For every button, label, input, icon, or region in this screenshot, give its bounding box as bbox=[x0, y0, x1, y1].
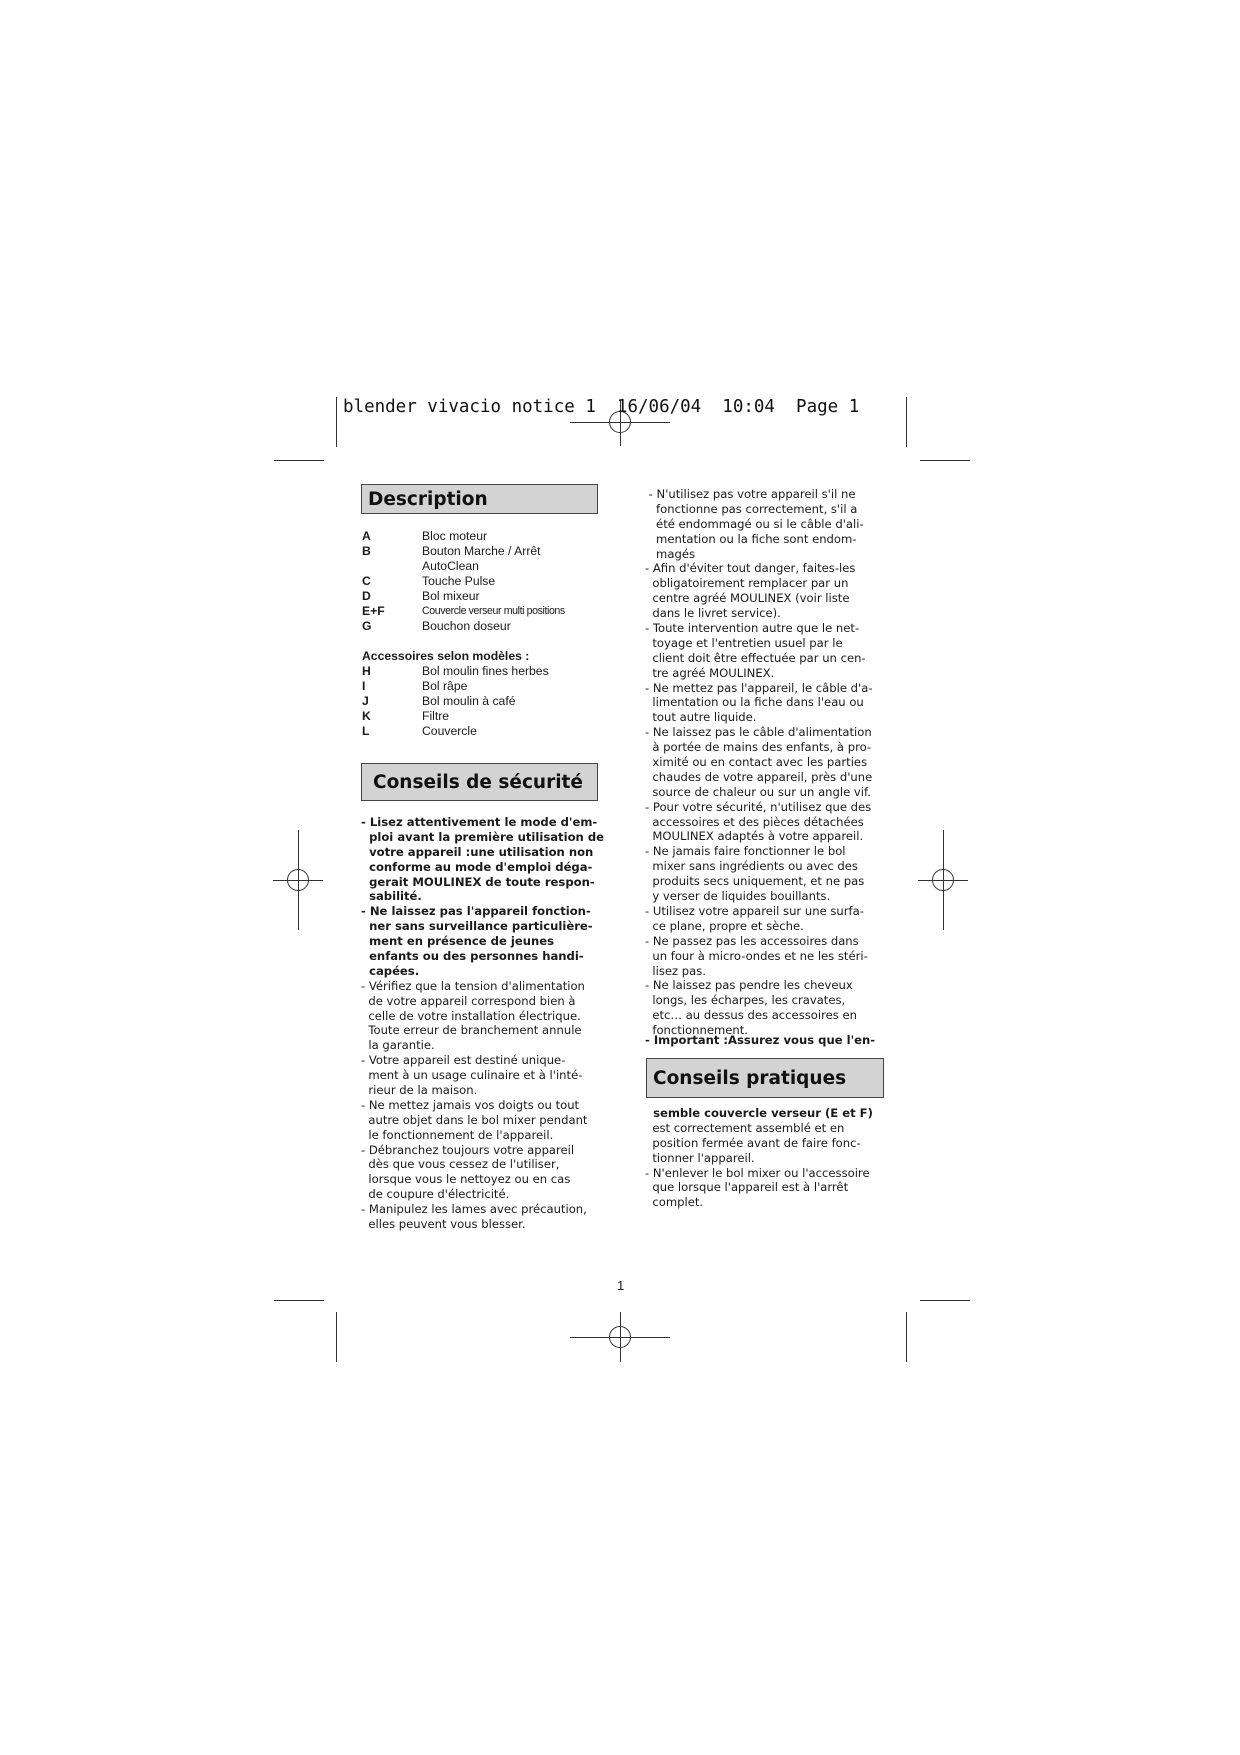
text-line: - Lisez attentivement le mode d'em- bbox=[361, 815, 598, 829]
text-line: celle de votre installation électrique. bbox=[361, 1008, 581, 1023]
text-line: etc… au dessus des accessoires en bbox=[645, 1008, 857, 1023]
text-line: mixer sans ingrédients ou avec des bbox=[645, 859, 858, 874]
text-line: client doit être effectuée par un cen- bbox=[645, 650, 866, 665]
text-line: enfants ou des personnes handi- bbox=[361, 949, 584, 964]
part-label: Bouton Marche / Arrêt bbox=[422, 544, 541, 558]
text-line: - Ne laissez pas l'appareil fonction- bbox=[361, 904, 591, 919]
text-line: - Pour votre sécurité, n'utilisez que des bbox=[645, 799, 872, 814]
registration-mark-circle bbox=[287, 869, 309, 891]
text-line: fonctionnement. bbox=[645, 1023, 748, 1038]
part-label: Couvercle verseur multi positions bbox=[422, 605, 565, 617]
securite-text bbox=[361, 815, 606, 1232]
text-line: autre objet dans le bol mixer pendant bbox=[361, 1112, 588, 1127]
text-line: elles peuvent vous blesser. bbox=[361, 1217, 526, 1232]
parts-row bbox=[362, 559, 602, 574]
text-line: ment à un usage culinaire et à l'inté- bbox=[361, 1068, 583, 1083]
text-line: chaudes de votre appareil, près d'une bbox=[645, 769, 873, 784]
description-heading-text: Description bbox=[368, 488, 488, 510]
text-line: gerait MOULINEX de toute respon- bbox=[361, 874, 595, 889]
text-line: rieur de la maison. bbox=[361, 1083, 478, 1098]
text-line: source de chaleur ou sur un angle vif. bbox=[645, 784, 871, 799]
spacer bbox=[362, 634, 602, 649]
crop-mark bbox=[906, 1312, 907, 1362]
parts-list bbox=[362, 529, 602, 739]
text-line: dans le livret service). bbox=[645, 606, 781, 621]
accessory-row bbox=[362, 664, 602, 679]
crop-mark bbox=[274, 460, 324, 461]
text-line: ment en présence de jeunes bbox=[361, 934, 554, 949]
text-line: magés bbox=[645, 546, 695, 561]
text-line: dès que vous cessez de l'utiliser, bbox=[361, 1157, 560, 1172]
crop-mark bbox=[336, 1312, 337, 1362]
text-line: la garantie. bbox=[361, 1038, 435, 1053]
description-heading bbox=[361, 484, 598, 514]
text-line: fonctionne pas correctement, s'il a bbox=[645, 501, 858, 516]
pratiques-heading bbox=[646, 1058, 884, 1098]
part-label: Bol mixeur bbox=[422, 589, 480, 603]
text-line: lisez pas. bbox=[645, 963, 706, 978]
text-line: à portée de mains des enfants, à pro- bbox=[645, 740, 872, 755]
parts-row bbox=[362, 529, 602, 544]
text-line: - Utilisez votre appareil sur une surfa- bbox=[645, 903, 864, 918]
accessory-row bbox=[362, 709, 602, 724]
accessory-row bbox=[362, 679, 602, 694]
text-line: - N'utilisez pas votre appareil s'il ne bbox=[645, 487, 856, 501]
text-line: obligatoirement remplacer par un bbox=[645, 576, 849, 591]
text-line: de votre appareil correspond bien à bbox=[361, 993, 576, 1008]
accessory-code: J bbox=[362, 694, 369, 708]
crop-mark bbox=[906, 397, 907, 447]
right-column-text bbox=[645, 487, 895, 1038]
pratiques-text bbox=[645, 1106, 895, 1210]
text-line: MOULINEX adaptés à votre appareil. bbox=[645, 829, 864, 844]
text-line: - Toute intervention autre que le net- bbox=[645, 621, 860, 636]
parts-row bbox=[362, 589, 602, 604]
parts-row bbox=[362, 544, 602, 559]
accessory-label: Bol moulin fines herbes bbox=[422, 664, 549, 678]
text-line: position fermée avant de faire fonc- bbox=[645, 1135, 861, 1150]
page-number: 1 bbox=[617, 1278, 625, 1293]
part-code: D bbox=[362, 589, 371, 603]
accessory-code: L bbox=[362, 724, 370, 738]
part-label: Bouchon doseur bbox=[422, 619, 511, 633]
registration-mark-circle bbox=[932, 869, 954, 891]
accessories-title: Accessoires selon modèles : bbox=[362, 649, 530, 663]
text-line: - Manipulez les lames avec précaution, bbox=[361, 1202, 587, 1217]
pratiques-heading-text: Conseils pratiques bbox=[653, 1067, 847, 1089]
accessory-code: H bbox=[362, 664, 371, 678]
part-label: AutoClean bbox=[422, 559, 479, 573]
accessories-title-row bbox=[362, 649, 602, 664]
part-code: C bbox=[362, 574, 371, 588]
text-line: ce plane, propre et sèche. bbox=[645, 918, 804, 933]
text-line: tout autre liquide. bbox=[645, 710, 757, 725]
text-line: est correctement assemblé et en bbox=[645, 1120, 845, 1135]
crop-mark bbox=[920, 460, 970, 461]
part-label: Touche Pulse bbox=[422, 574, 496, 588]
text-line: - Ne mettez pas l'appareil, le câble d'a- bbox=[645, 680, 873, 695]
parts-row bbox=[362, 574, 602, 589]
text-line: - Vérifiez que la tension d'alimentation bbox=[361, 978, 585, 993]
accessory-row bbox=[362, 724, 602, 739]
crop-mark bbox=[920, 1300, 970, 1301]
text-line: toyage et l'entretien usuel par le bbox=[645, 635, 843, 650]
accessory-code: K bbox=[362, 709, 371, 723]
text-line: tionner l'appareil. bbox=[645, 1150, 755, 1165]
text-line: - Ne mettez jamais vos doigts ou tout bbox=[361, 1097, 580, 1112]
parts-row bbox=[362, 604, 602, 619]
text-line: capées. bbox=[361, 963, 420, 978]
text-line: complet. bbox=[645, 1195, 704, 1210]
text-line: mentation ou la fiche sont endom- bbox=[645, 531, 857, 546]
accessory-label: Bol râpe bbox=[422, 679, 468, 693]
registration-mark-circle bbox=[609, 1326, 631, 1348]
important-text: - Important :Assurez vous que l'en- bbox=[645, 1033, 876, 1047]
text-line: - Votre appareil est destiné unique- bbox=[361, 1053, 566, 1068]
text-line: ner sans surveillance particulière- bbox=[361, 919, 593, 934]
text-line: ploi avant la première utilisation de bbox=[361, 829, 604, 844]
text-line: un four à micro-ondes et ne les stéri- bbox=[645, 948, 868, 963]
text-line: - N'enlever le bol mixer ou l'accessoire bbox=[645, 1165, 870, 1180]
text-line: lorsque vous le nettoyez ou en cas bbox=[361, 1172, 571, 1187]
text-line: - Débranchez toujours votre appareil bbox=[361, 1142, 575, 1157]
text-line: - Ne jamais faire fonctionner le bol bbox=[645, 844, 846, 859]
crop-mark bbox=[336, 397, 337, 447]
text-line: votre appareil :une utilisation non bbox=[361, 844, 594, 859]
text-line: accessoires et des pièces détachées bbox=[645, 814, 864, 829]
print-slug: blender vivacio notice 1 16/06/04 10:04 Page 1 bbox=[343, 397, 860, 417]
text-line: longs, les écharpes, les cravates, bbox=[645, 993, 846, 1008]
part-label: Bloc moteur bbox=[422, 529, 488, 543]
text-line: - Afin d'éviter tout danger, faites-les bbox=[645, 561, 856, 576]
text-line: été endommagé ou si le câble d'ali- bbox=[645, 516, 864, 531]
text-line: conforme au mode d'emploi déga- bbox=[361, 859, 593, 874]
accessory-code: I bbox=[362, 679, 366, 693]
securite-heading-text: Conseils de sécurité bbox=[373, 771, 583, 793]
text-line: que lorsque l'appareil est à l'arrêt bbox=[645, 1180, 849, 1195]
important-line bbox=[645, 1033, 895, 1048]
text-line: limentation ou la fiche dans l'eau ou bbox=[645, 695, 864, 710]
text-line: centre agréé MOULINEX (voir liste bbox=[645, 591, 850, 606]
pratiques-lines bbox=[645, 1121, 895, 1210]
text-line: tre agréé MOULINEX. bbox=[645, 665, 775, 680]
text-line: produits secs uniquement, et ne pas bbox=[645, 874, 865, 889]
accessory-label: Couvercle bbox=[422, 724, 477, 738]
securite-heading bbox=[361, 763, 598, 801]
part-code: G bbox=[362, 619, 372, 633]
accessory-label: Filtre bbox=[422, 709, 450, 723]
text-line: ximité ou en contact avec les parties bbox=[645, 755, 868, 770]
text-line: de coupure d'électricité. bbox=[361, 1187, 510, 1202]
pratiques-bold-line: semble couvercle verseur (E et F) bbox=[645, 1106, 873, 1120]
parts-row bbox=[362, 619, 602, 634]
accessory-row bbox=[362, 694, 602, 709]
text-line: le fonctionnement de l'appareil. bbox=[361, 1127, 554, 1142]
part-code: E+F bbox=[362, 604, 385, 618]
part-code: B bbox=[362, 544, 371, 558]
text-line: - Ne passez pas les accessoires dans bbox=[645, 933, 859, 948]
text-line: sabilité. bbox=[361, 889, 422, 904]
text-line: - Ne laissez pas le câble d'alimentation bbox=[645, 725, 872, 740]
text-line: - Ne laissez pas pendre les cheveux bbox=[645, 978, 853, 993]
crop-mark bbox=[274, 1300, 324, 1301]
text-line: Toute erreur de branchement annule bbox=[361, 1023, 582, 1038]
text-line: y verser de liquides bouillants. bbox=[645, 889, 831, 904]
accessory-label: Bol moulin à café bbox=[422, 694, 516, 708]
part-code: A bbox=[362, 529, 371, 543]
